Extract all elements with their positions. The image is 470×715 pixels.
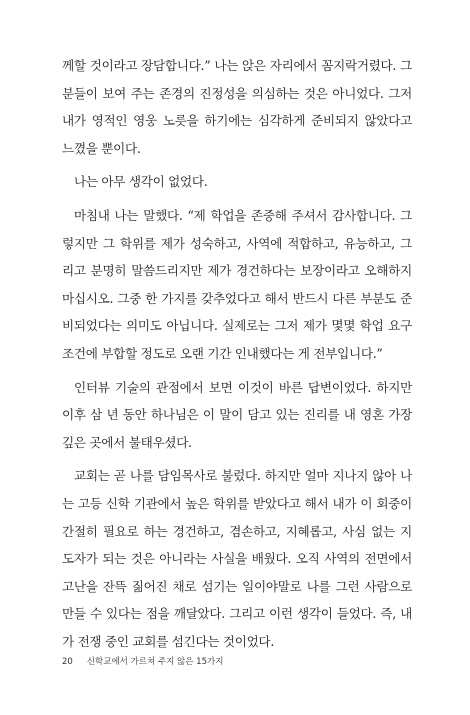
paragraph-5-line-5: 고난을 잔뜩 짊어진 채로 섬기는 일이야말로 나를 그런 사람으로 [62, 578, 412, 594]
page-footer [62, 655, 223, 669]
paragraph-3-line-2: 렇지만 그 학위를 제가 성숙하고, 사역에 적합하고, 유능하고, 그 [62, 235, 412, 251]
body-text [62, 52, 412, 655]
paragraph-2-line-1: 나는 아무 생각이 없었다. [74, 174, 208, 190]
paragraph-3-line-6: 조건에 부합할 정도로 오랜 기간 인내했다는 게 전부입니다.” [62, 345, 383, 361]
paragraph-1-line-3: 내가 영적인 영웅 노릇을 하기에는 심각하게 준비되지 않았다고 [62, 113, 412, 129]
paragraph-3-line-3: 리고 분명히 말씀드리지만 제가 경건하다는 보장이라고 오해하지 [62, 263, 412, 279]
paragraph-4-line-3: 깊은 곳에서 불태우셨다. [62, 434, 192, 450]
paragraph-1-line-4: 느꼈을 뿐이다. [62, 140, 141, 156]
paragraph-3-line-5: 비되었다는 의미도 아닙니다. 실제로는 그저 제가 몇몇 학업 요구 [62, 318, 412, 334]
paragraph-5-line-6: 만들 수 있다는 점을 깨달았다. 그리고 이런 생각이 들었다. 즉, 내 [62, 606, 412, 622]
running-title: 신학교에서 가르쳐 주지 않은 15가지 [86, 657, 224, 667]
paragraph-5-line-7: 가 전쟁 중인 교회를 섬긴다는 것이었다. [62, 633, 275, 649]
paragraph-5-line-3: 간절히 필요로 하는 경건하고, 겸손하고, 지혜롭고, 사심 없는 지 [62, 523, 412, 539]
paragraph-4-line-2: 이후 삼 년 동안 하나님은 이 말이 담고 있는 진리를 내 영혼 가장 [62, 407, 412, 423]
paragraph-1-line-1: 께할 것이라고 장담합니다.” 나는 앉은 자리에서 꼼지락거렸다. 그 [62, 58, 412, 73]
paragraph-5-line-2: 는 고등 신학 기관에서 높은 학위를 받았다고 해서 내가 이 회중이 [62, 495, 412, 511]
paragraph-3-line-4: 마십시오. 그중 한 가지를 갖추었다고 해서 반드시 다른 부분도 준 [62, 290, 412, 306]
paragraph-4-line-1: 인터뷰 기술의 관점에서 보면 이것이 바른 답변이었다. 하지만 [74, 379, 412, 395]
page-number: 20 [62, 657, 73, 667]
paragraph-5-line-4: 도자가 되는 것은 아니라는 사실을 배웠다. 오직 사역의 전면에서 [62, 551, 412, 567]
paragraph-1-line-2: 분들이 보여 주는 존경의 진정성을 의심하는 것은 아니었다. 그저 [62, 85, 412, 101]
paragraph-3-line-1: 마침내 나는 말했다. “제 학업을 존중해 주셔서 감사합니다. 그 [74, 207, 412, 223]
paragraph-5-line-1: 교회는 곧 나를 담임목사로 불렀다. 하지만 얼마 지나지 않아 나 [74, 468, 412, 484]
